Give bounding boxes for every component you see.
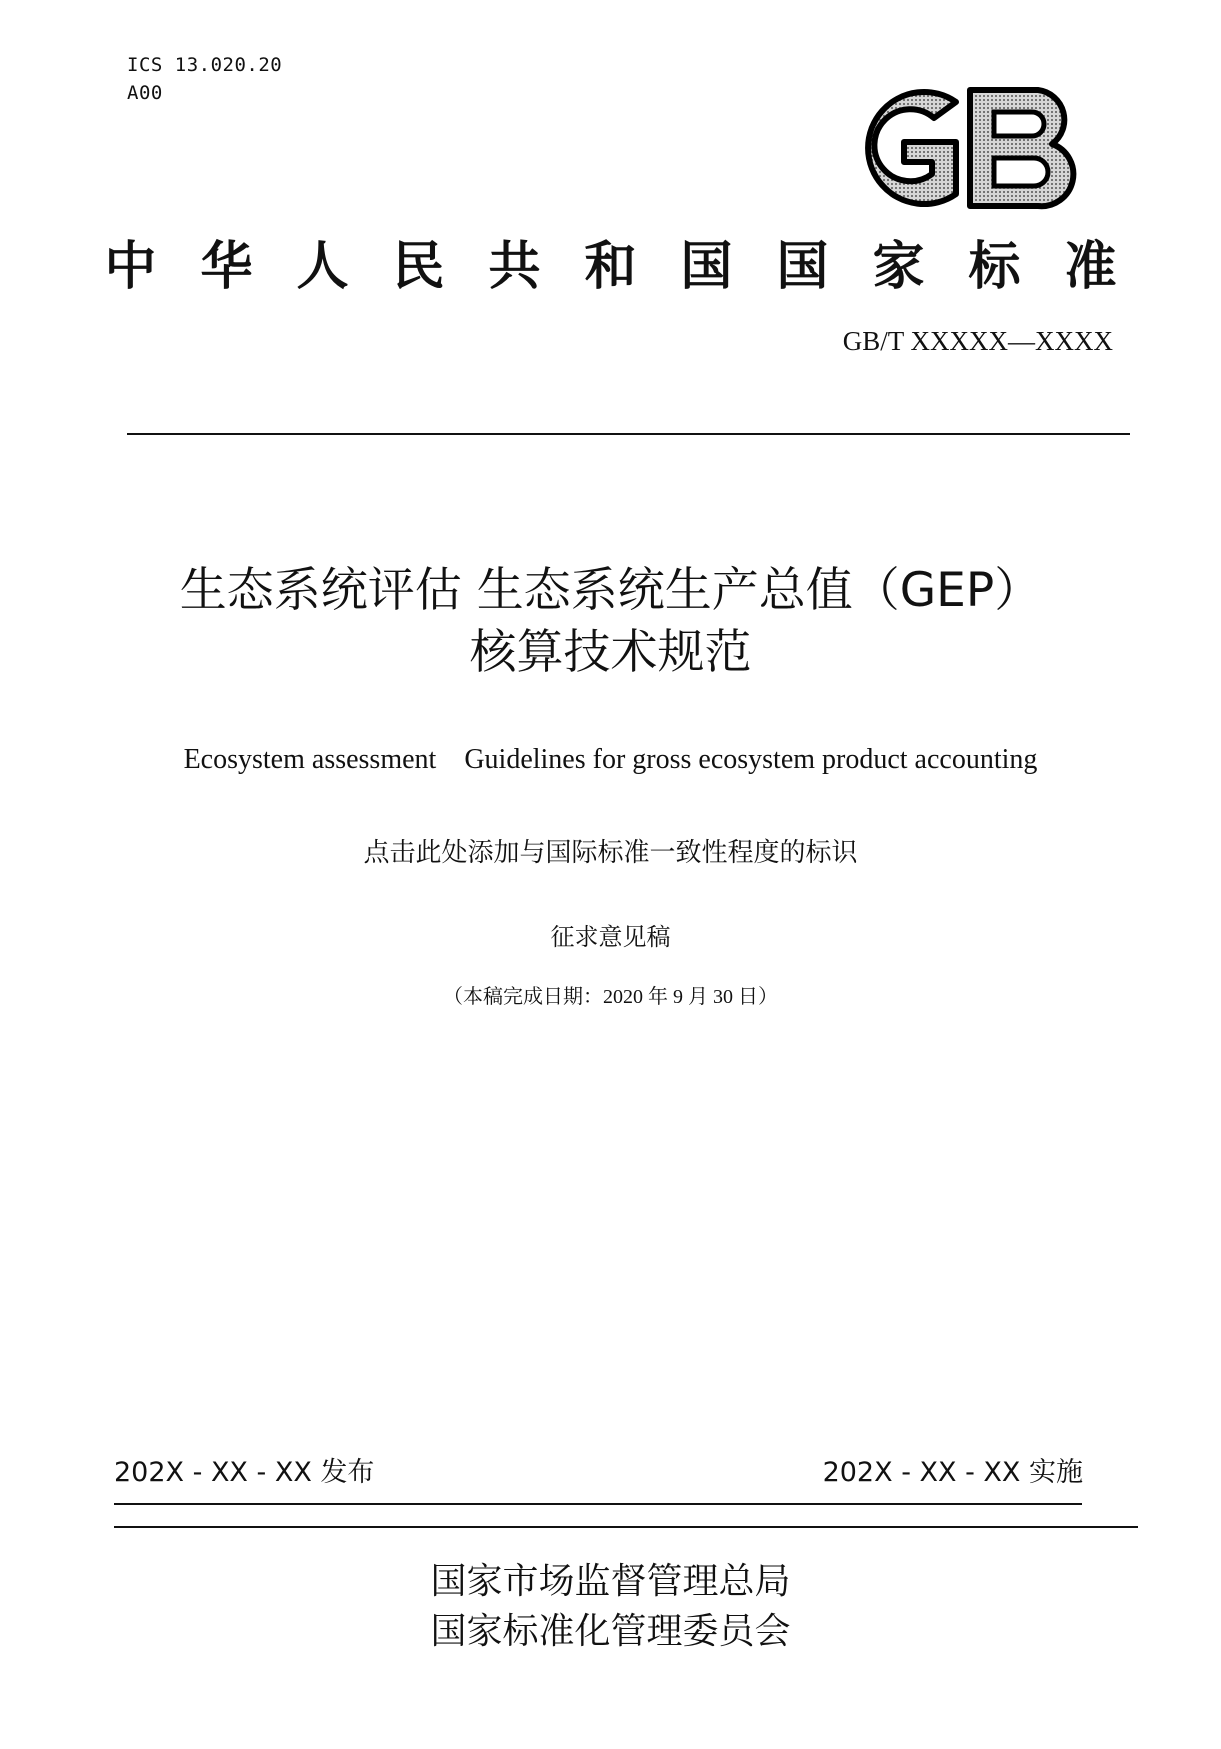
title-cn-line2: 核算技术规范 <box>469 625 752 680</box>
implementation-date: 202X - XX - XX 实施 <box>822 1457 1083 1488</box>
publisher-line-2: 国家标准化管理委员会 <box>430 1611 791 1652</box>
gb-logo <box>838 82 1084 214</box>
conformity-placeholder[interactable]: 点击此处添加与国际标准一致性程度的标识 <box>363 838 858 868</box>
publisher-line-1: 国家市场监督管理总局 <box>430 1561 791 1602</box>
document-title-cn <box>0 560 1221 684</box>
issue-date: 202X - XX - XX 发布 <box>114 1457 375 1488</box>
title-cn-line1: 生态系统评估 生态系统生产总值（GEP） <box>179 563 1042 618</box>
date-divider <box>114 1503 1082 1505</box>
draft-stage: 征求意见稿 <box>550 923 671 951</box>
ics-code: ICS 13.020.20 <box>127 54 283 76</box>
standard-type-heading: 中华人民共和国国家标准 <box>104 237 1161 297</box>
document-title-en: Ecosystem assessment Guidelines for gross ecosystem product accounting <box>183 744 1038 775</box>
standard-number: GB/T XXXXX—XXXX <box>842 326 1113 356</box>
ccs-code: A00 <box>127 82 163 104</box>
header-divider <box>127 433 1130 435</box>
footer-divider <box>114 1526 1138 1528</box>
draft-completion-date: （本稿完成日期：2020 年 9 月 30 日） <box>443 986 778 1008</box>
